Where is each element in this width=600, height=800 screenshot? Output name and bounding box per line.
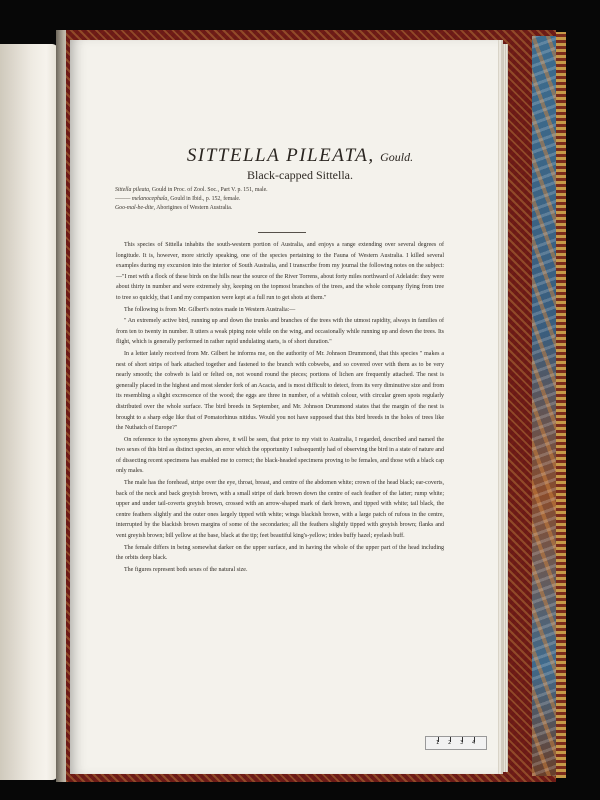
species-authority: Gould. (380, 150, 414, 164)
paragraph: This species of Sittella inhabits the south-western portion of Australia, and enjoys a range extending over several degrees of longitude. It is, however, more strictly speaking, one of the species pertaining to the Fauna of Western Australia. I killed several examples during my excursion into the interior of South Australia, and I transcribe from my journal the following notes on the subject:—"I met with a flock of these birds on the hills near the source of the River Torrens, about forty miles northward of Adelaide: they were about thirty in number and were extremely shy, keeping on the topmost branches of the trees, and the whole company flying from tree to tree so quickly, that I and my companion were kept at a full run to get shots at them." (116, 242, 444, 301)
synonym-line: Goo-mal-be-dite, Aborigines of Western Australia. (115, 204, 233, 211)
scale-digit: 1 (436, 740, 440, 746)
common-name: Black-capped Sittella. (247, 168, 353, 182)
paragraph: The figures represent both sexes of the natural size. (124, 566, 248, 573)
paragraph: " An extremely active bird, running up and down the trunks and branches of the trees with the utmost rapidity, always in families of from ten to twenty in number. It utters a weak piping note while on the wing, and occasionally while running up and down the trees. Its flight, which is generally performed in rather rapid undulating starts, is of short duration." (116, 318, 444, 346)
measurement-scale (425, 736, 487, 750)
paragraph: The following is from Mr. Gilbert's notes made in Western Australia:— (124, 306, 296, 313)
section-divider (258, 232, 306, 233)
body-text (116, 240, 444, 575)
paragraph: The male has the forehead, stripe over the eye, throat, breast, and centre of the abdomen white; crown of the head black; ear-coverts, back of the neck and back greyish brown, with a small stripe of dark brown down the centre of each feather of the latter; rump white; upper and under tail-coverts greyish brown, crossed with an arrow-shaped mark of dark brown, and tipped with white; tail black, the centre feathers slightly and the outer ones largely tipped with white; wings blackish brown, with a large patch of rufous in the centre, interrupted by the blackish brown margins of some of the secondaries; all the feathers slightly tipped with greyish brown; flanks and vent greyish brown; bill yellow at the base, black at the tip; feet beautiful king's-yellow; irides buffy hazel; eyelash buff. (116, 480, 444, 540)
paragraph: In a letter lately received from Mr. Gilbert he informs me, on the authority of Mr. Johnson Drummond, that this species " makes a nest of short strips of bark attached together and fastened to the branch with cobwebs, and so covered over with them as to be very nearly smooth; the cobweb is laid or felted on, not wound round the pieces; portions of lichen are frequently attached. The nest is generally placed in the highest and most slender fork of an Acacia, and is most difficult to detect, from its very diminutive size and from its resembling a slight excrescence of the wood; the eggs are three in number, of a whitish colour, with circular green spots regularly distributed over the whole surface. The bird breeds in September, and Mr. Johnson Drummond states that the margin of the nest is brought to a sharp edge like that of Pomatorhinus nitidus. Would you not have supposed that this bird breeds in the holes of trees like the Nuthatch of Europe?" (116, 350, 444, 432)
paragraph: The female differs in being somewhat darker on the upper surface, and in having the whole of the upper part of the head including the orbits deep black. (116, 544, 444, 562)
synonym-list (115, 186, 415, 213)
species-name: SITTELLA PILEATA, (186, 145, 375, 166)
synonym-line: Sittella pileata, Gould in Proc. of Zool. Soc., Part V. p. 151, male. (115, 187, 268, 193)
paragraph: On reference to the synonyms given above, it will be seen, that prior to my visit to Australia, I regarded, described and named the two sexes of this bird as distinct species, an error which the opportunity I subsequently had of observing the bird in a state of nature and of dissecting recent specimens has enabled me to correct; the black-headed specimens proving to be females, and those with a black cap only males. (116, 436, 444, 475)
synonym-line: ——— melanocephala, Gould in Ibid., p. 152, female. (115, 195, 241, 202)
gilt-edge (556, 32, 566, 778)
species-title (0, 145, 600, 167)
scale-digit: 3 (460, 740, 464, 746)
scale-digit: 2 (448, 740, 452, 746)
scale-digit: 4 (472, 740, 476, 746)
